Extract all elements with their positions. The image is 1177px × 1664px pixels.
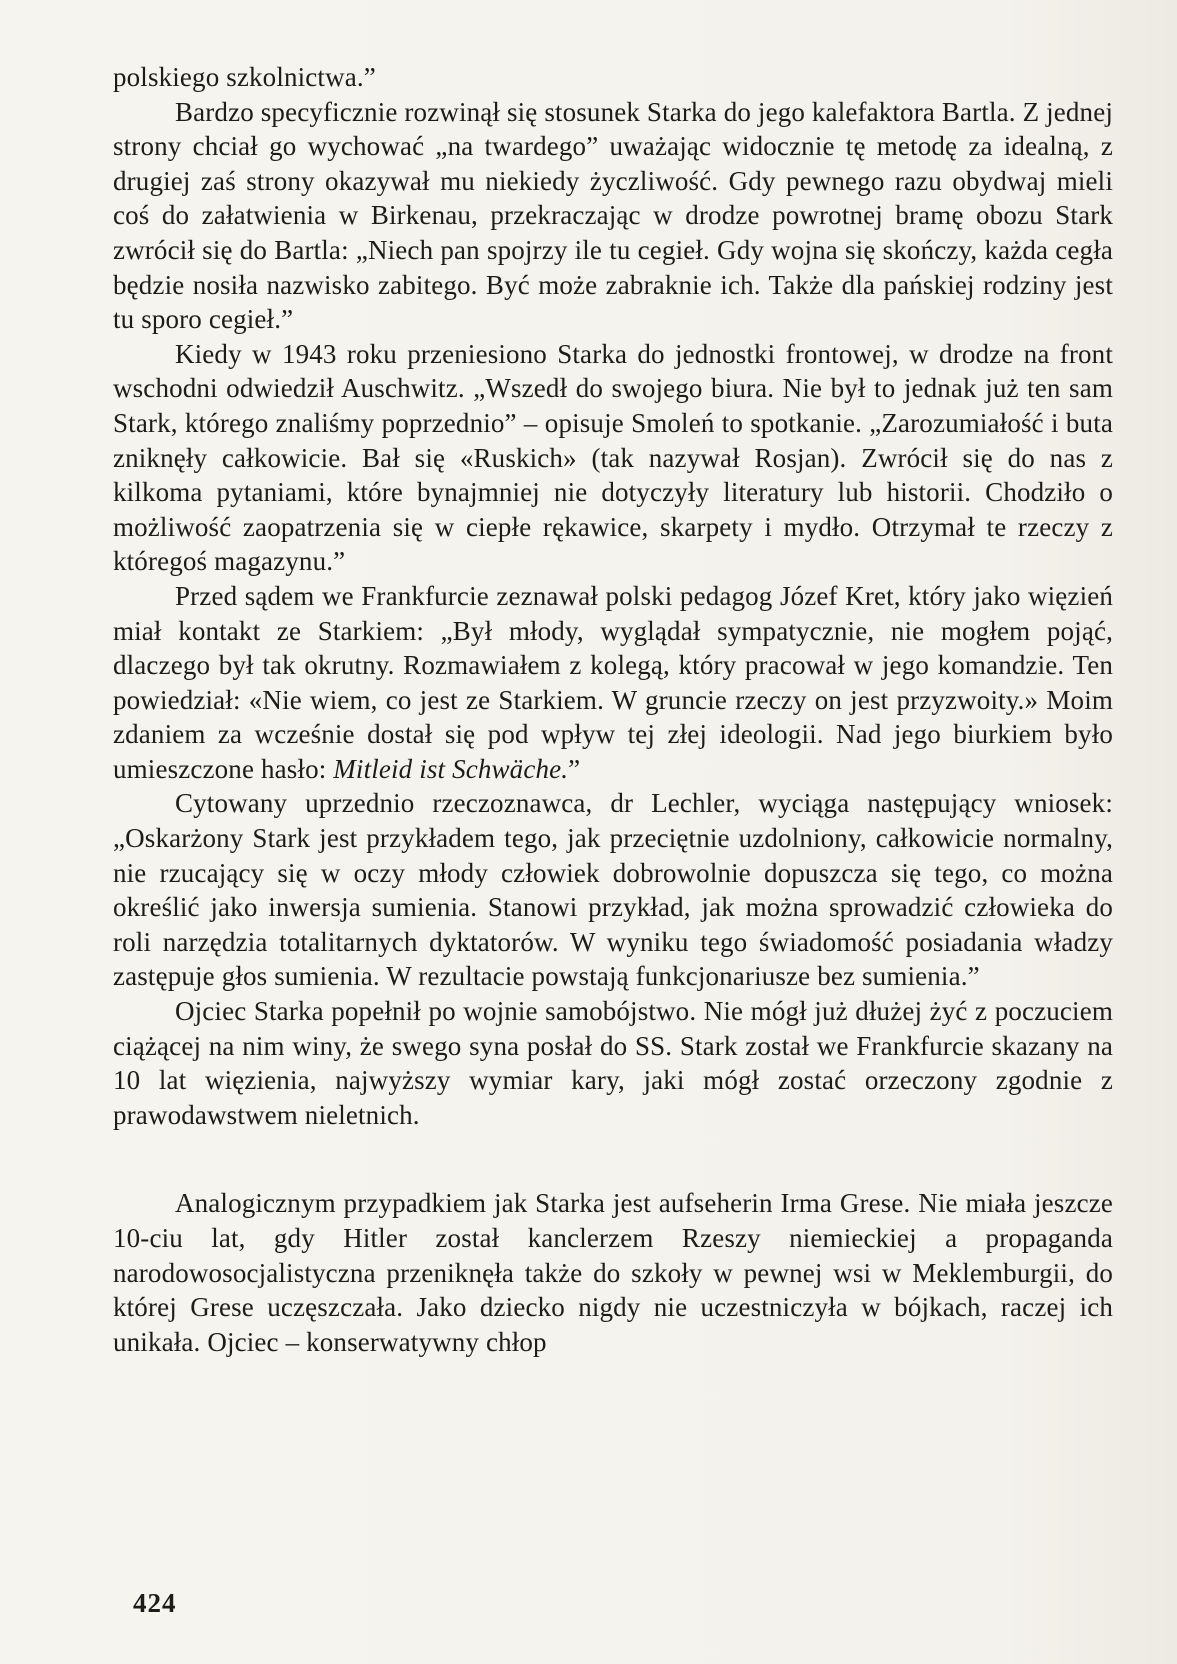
paragraph-continuation: polskiego szkolnictwa.” bbox=[113, 62, 376, 92]
paragraph-bartl: Bardzo specyficznie rozwinął się stosunek Starka do jego kalefaktora Bartla. Z jednej strony chciał go wychować „na twardego” uważając widocznie tę metodę za idealną, z drugiej zaś strony okazywał mu niekiedy życzliwość. Gdy pewnego razu obydwaj mieli coś do załatwienia w Birkenau, przekraczając w drodze powrotnej bramę obozu Stark zwrócił się do Bartla: „Niech pan spojrzy ile tu cegieł. Gdy wojna się skończy, każda cegła będzie nosiła nazwisko zabitego. Być może zabraknie ich. Także dla pańskiej rodziny jest tu sporo cegieł.” bbox=[113, 96, 1113, 335]
section-gap bbox=[113, 1132, 1113, 1186]
quote-italic: Mitleid ist Schwäche. bbox=[333, 753, 569, 784]
quote-close: ” bbox=[568, 753, 581, 784]
paragraph-front: Kiedy w 1943 roku przeniesiono Starka do jednostki frontowej, w drodze na front wschodni odwiedził Auschwitz. „Wszedł do swojego biura. Nie był to jednak już ten sam Stark, którego znaliśmy poprzednio” – opisuje Smoleń to spotkanie. „Zarozumiałość i buta zniknęły całkowicie. Bał się «Ruskich» (tak nazywał Rosjan). Zwrócił się do nas z kilkoma pytaniami, które bynajmniej nie dotyczyły literatury lub historii. Chodziło o możliwość zaopatrzenia się w ciepłe rękawice, skarpety i mydło. Otrzymał te rzeczy z któregoś magazynu.” bbox=[113, 338, 1113, 577]
paragraph-kret bbox=[113, 579, 1113, 787]
body-text bbox=[113, 60, 1113, 1359]
paragraph-father: Ojciec Starka popełnił po wojnie samobójstwo. Nie mógł już dłużej żyć z poczuciem ciążącej na nim winy, że swego syna posłał do SS. Stark został we Frankfurcie skazany na 10 lat więzienia, najwyższy wymiar kary, jaki mógł zostać orzeczony zgodnie z prawodawstwem nieletnich. bbox=[113, 996, 1113, 1130]
paragraph-grese: Analogicznym przypadkiem jak Starka jest aufseherin Irma Grese. Nie miała jeszcze 10-ciu lat, gdy Hitler został kanclerzem Rzeszy niemieckiej a propaganda narodowosocjalistyczna przeniknęła także do szkoły w pewnej wsi w Meklemburgii, do której Grese uczęszczała. Jako dziecko nigdy nie uczestniczyła w bójkach, raczej ich unikała. Ojciec – konserwatywny chłop bbox=[113, 1188, 1113, 1357]
page-number: 424 bbox=[133, 1588, 177, 1618]
paragraph-lechler: Cytowany uprzednio rzeczoznawca, dr Lechler, wyciąga następujący wniosek: „Oskarżony Stark jest przykładem tego, jak przeciętnie uzdolniony, całkowicie normalny, nie rzucający się w oczy młody człowiek dobrowolnie dopuszcza się tego, co można określić jako inwersja sumienia. Stanowi przykład, jak można sprowadzić człowieka do roli narzędzia totalitarnych dyktatorów. W wyniku tego świadomość posiadania władzy zastępuje głos sumienia. W rezultacie powstają funkcjonariusze bez sumienia.” bbox=[113, 788, 1113, 992]
kret-text: Przed sądem we Frankfurcie zeznawał polski pedagog Józef Kret, który jako więzień miał kontakt ze Starkiem: „Był młody, wyglądał sympatycznie, nie mogłem pojąć, dlaczego był tak okrutny. Rozmawiałem z kolegą, który pracował w jego komandzie. Ten powiedział: «Nie wiem, co jest ze Starkiem. W gruncie rzeczy on jest przyzwoity.» Moim zdaniem za wcześnie dostał się pod wpływ tej złej ideologii. Nad jego biurkiem było umieszczone hasło: bbox=[113, 580, 1113, 784]
